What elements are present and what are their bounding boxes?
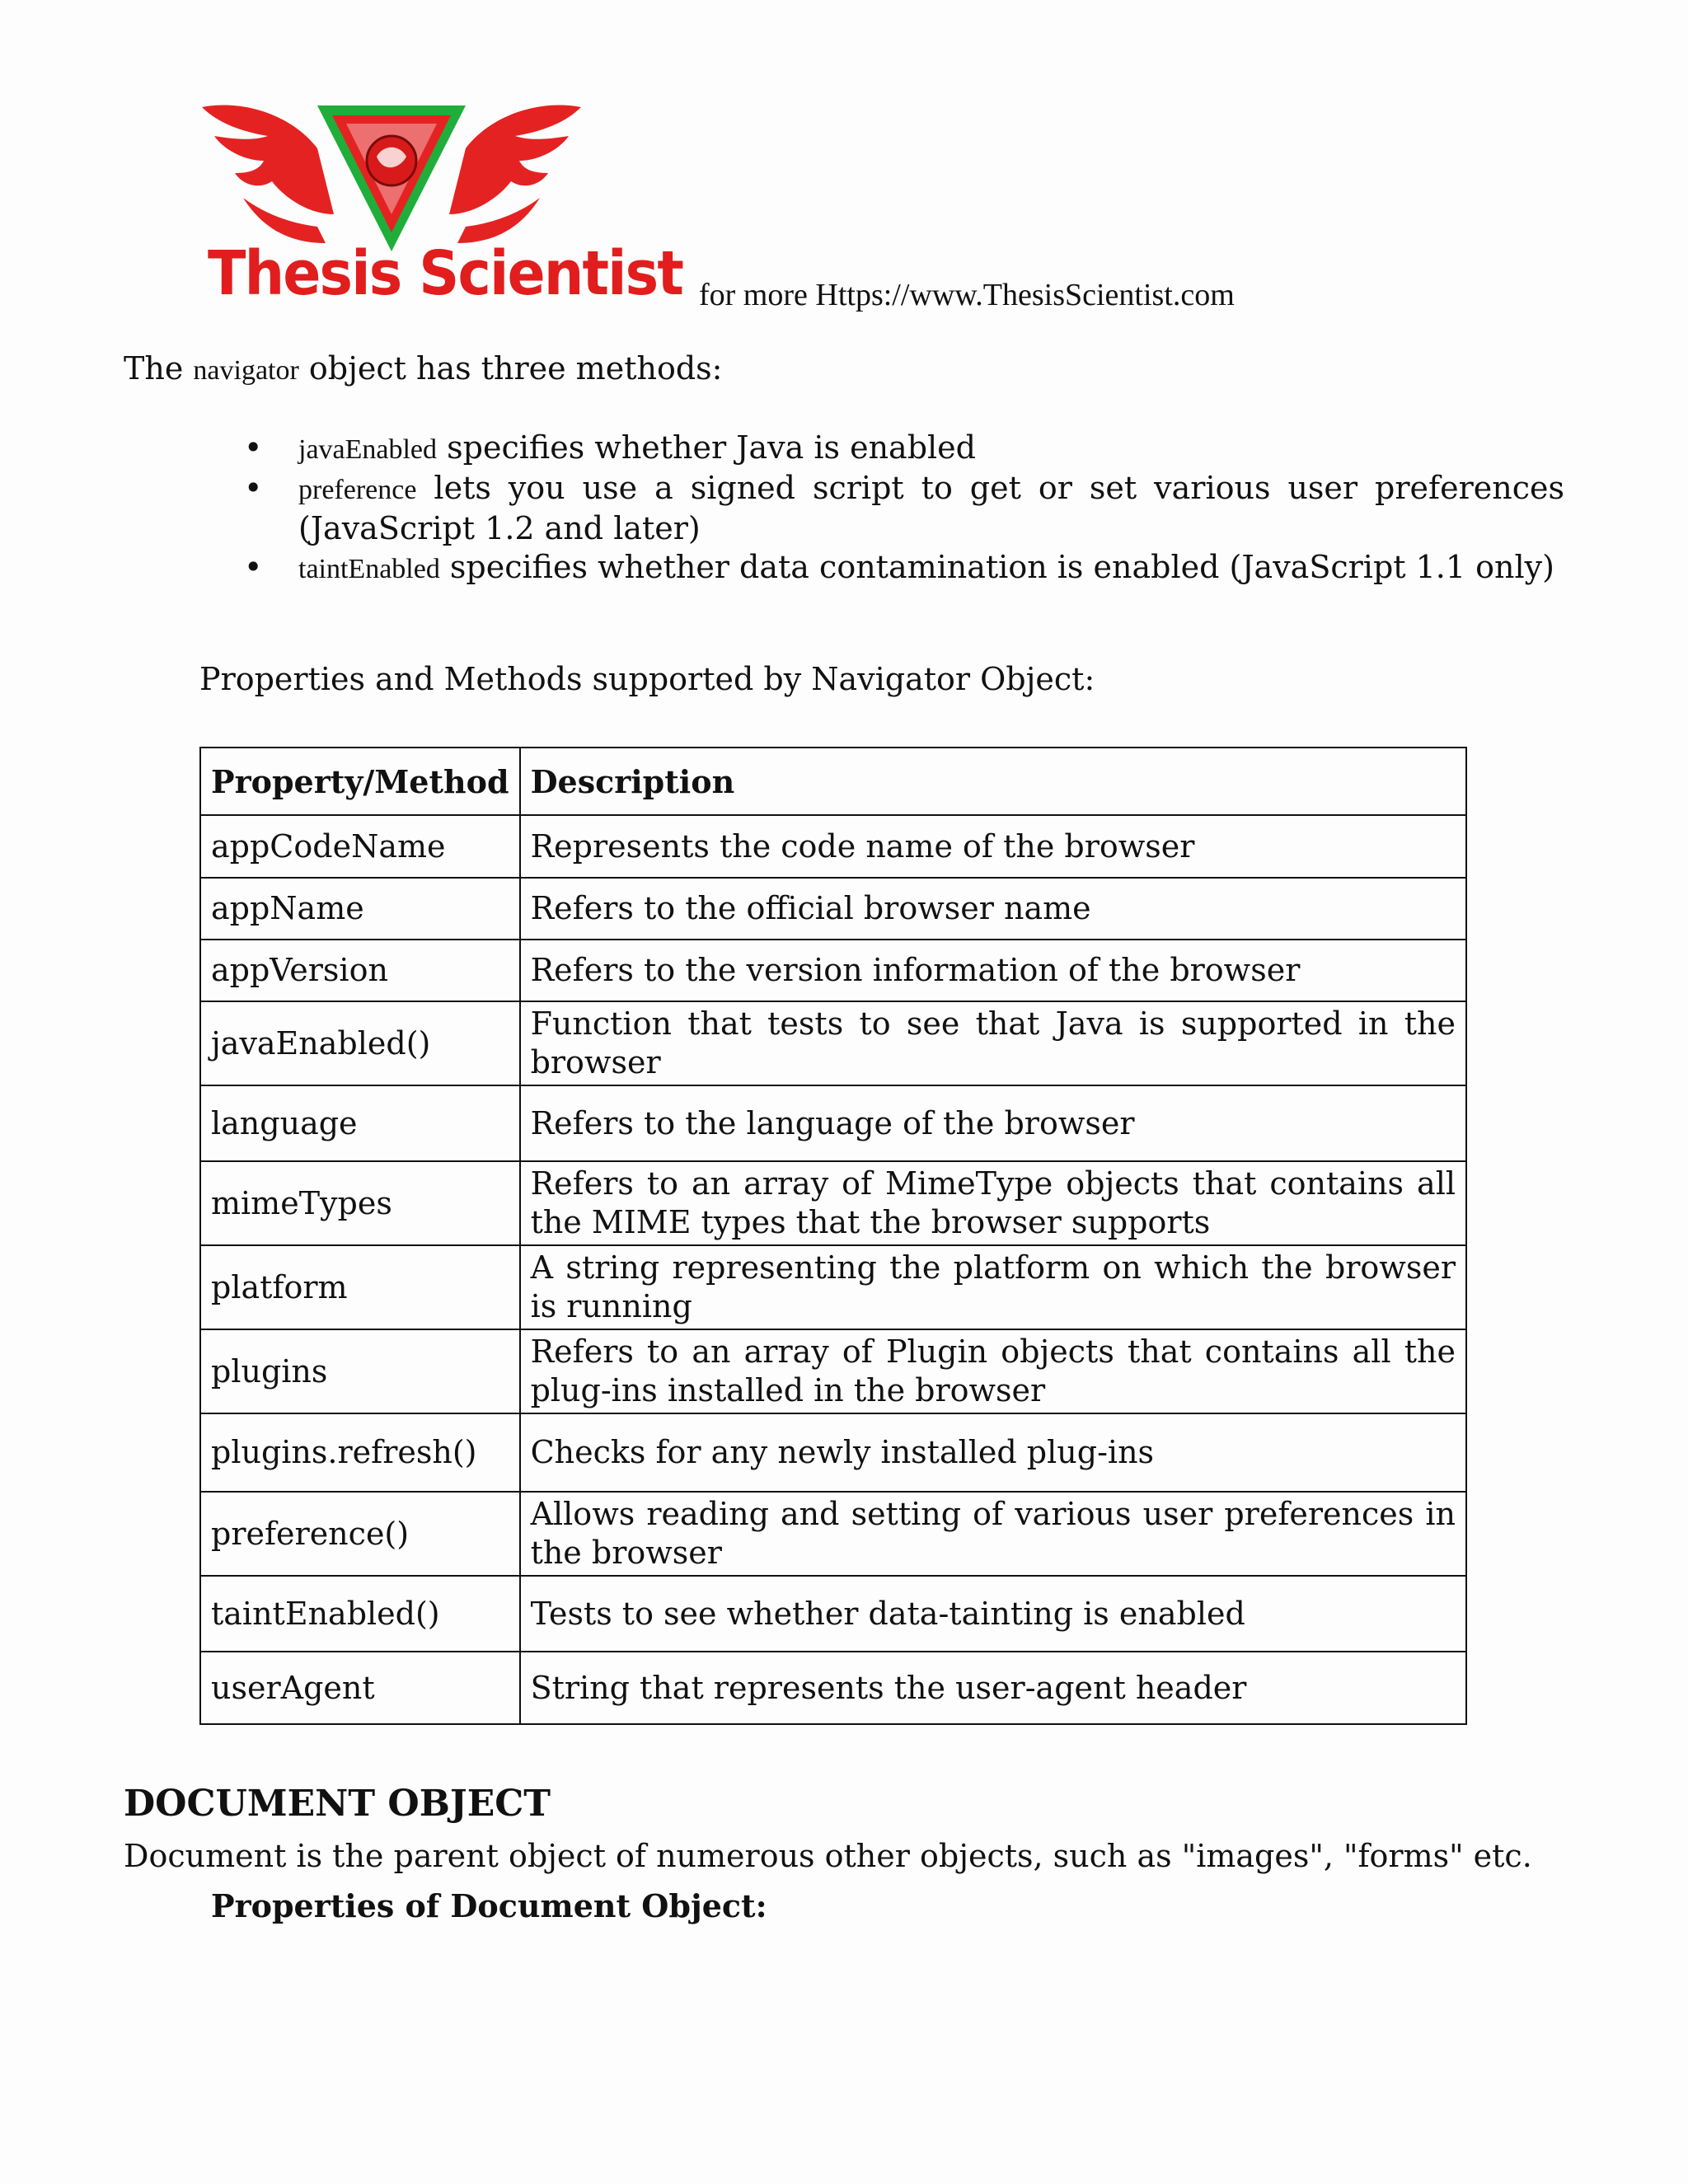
intro-paragraph: [124, 350, 722, 387]
cell-property: taintEnabled(): [200, 1576, 520, 1652]
table-row: [200, 1001, 1466, 1085]
table-row: [200, 1085, 1466, 1161]
method-name: javaEnabled: [298, 434, 438, 465]
bullet-icon: •: [244, 470, 263, 506]
properties-heading: Properties of Document Object:: [211, 1887, 767, 1924]
cell-property: plugins.refresh(): [200, 1413, 520, 1492]
table-row: [200, 1652, 1466, 1724]
cell-description: Allows reading and setting of various user preferences in the browser: [520, 1492, 1466, 1576]
method-name: preference: [298, 475, 417, 505]
methods-list: [246, 429, 1564, 588]
method-description: specifies whether data contamination is enabled (JavaScript 1.1 only): [449, 549, 1554, 585]
intro-prefix: The: [124, 350, 184, 387]
table-header-row: [200, 748, 1466, 815]
table-row: [200, 1329, 1466, 1413]
navigator-properties-table: [199, 747, 1467, 1725]
bullet-icon: •: [244, 429, 263, 466]
cell-description: String that represents the user-agent header: [520, 1652, 1466, 1724]
header-description: Description: [520, 748, 1466, 815]
intro-keyword: navigator: [193, 355, 299, 386]
list-item: [244, 429, 1564, 469]
table-row: [200, 1161, 1466, 1245]
cell-description: Refers to the official browser name: [520, 878, 1466, 940]
cell-description: Refers to an array of Plugin objects that contains all the plug-ins installed in the browser: [520, 1329, 1466, 1413]
logo-wordmark: Thesis Scientist: [208, 238, 683, 309]
cell-description: Refers to the version information of the browser: [520, 940, 1466, 1001]
cell-property: appCodeName: [200, 815, 520, 878]
list-item: [244, 469, 1564, 548]
cell-description: Function that tests to see that Java is supported in the browser: [520, 1001, 1466, 1085]
section-description: Document is the parent object of numerous other objects, such as "images", "forms" etc.: [124, 1838, 1532, 1874]
method-description: lets you use a signed script to get or set various user preferences (JavaScript 1.2 and later): [298, 470, 1564, 546]
cell-description: Checks for any newly installed plug-ins: [520, 1413, 1466, 1492]
table-row: [200, 1492, 1466, 1576]
table-row: [200, 815, 1466, 878]
cell-property: userAgent: [200, 1652, 520, 1724]
cell-property: mimeTypes: [200, 1161, 520, 1245]
cell-property: language: [200, 1085, 520, 1161]
cell-description: Represents the code name of the browser: [520, 815, 1466, 878]
cell-property: plugins: [200, 1329, 520, 1413]
list-item: [244, 548, 1564, 588]
method-name: taintEnabled: [298, 554, 440, 584]
table-row: [200, 1576, 1466, 1652]
method-description: specifies whether Java is enabled: [447, 429, 976, 466]
cell-property: preference(): [200, 1492, 520, 1576]
header-property-method: Property/Method: [200, 748, 520, 815]
cell-property: appVersion: [200, 940, 520, 1001]
cell-description: Tests to see whether data-tainting is enabled: [520, 1576, 1466, 1652]
table-row: [200, 1245, 1466, 1329]
table-row: [200, 878, 1466, 940]
section-title: DOCUMENT OBJECT: [124, 1783, 551, 1825]
cell-description: Refers to an array of MimeType objects that contains all the MIME types that the browser supports: [520, 1161, 1466, 1245]
cell-property: javaEnabled(): [200, 1001, 520, 1085]
bullet-icon: •: [244, 549, 263, 585]
site-link-text: for more Https://www.ThesisScientist.com: [699, 278, 1235, 312]
cell-property: platform: [200, 1245, 520, 1329]
cell-property: appName: [200, 878, 520, 940]
table-row: [200, 1413, 1466, 1492]
intro-suffix: object has three methods:: [308, 350, 723, 387]
cell-description: Refers to the language of the browser: [520, 1085, 1466, 1161]
table-row: [200, 940, 1466, 1001]
cell-description: A string representing the platform on which the browser is running: [520, 1245, 1466, 1329]
table-heading: Properties and Methods supported by Navigator Object:: [199, 661, 1095, 697]
